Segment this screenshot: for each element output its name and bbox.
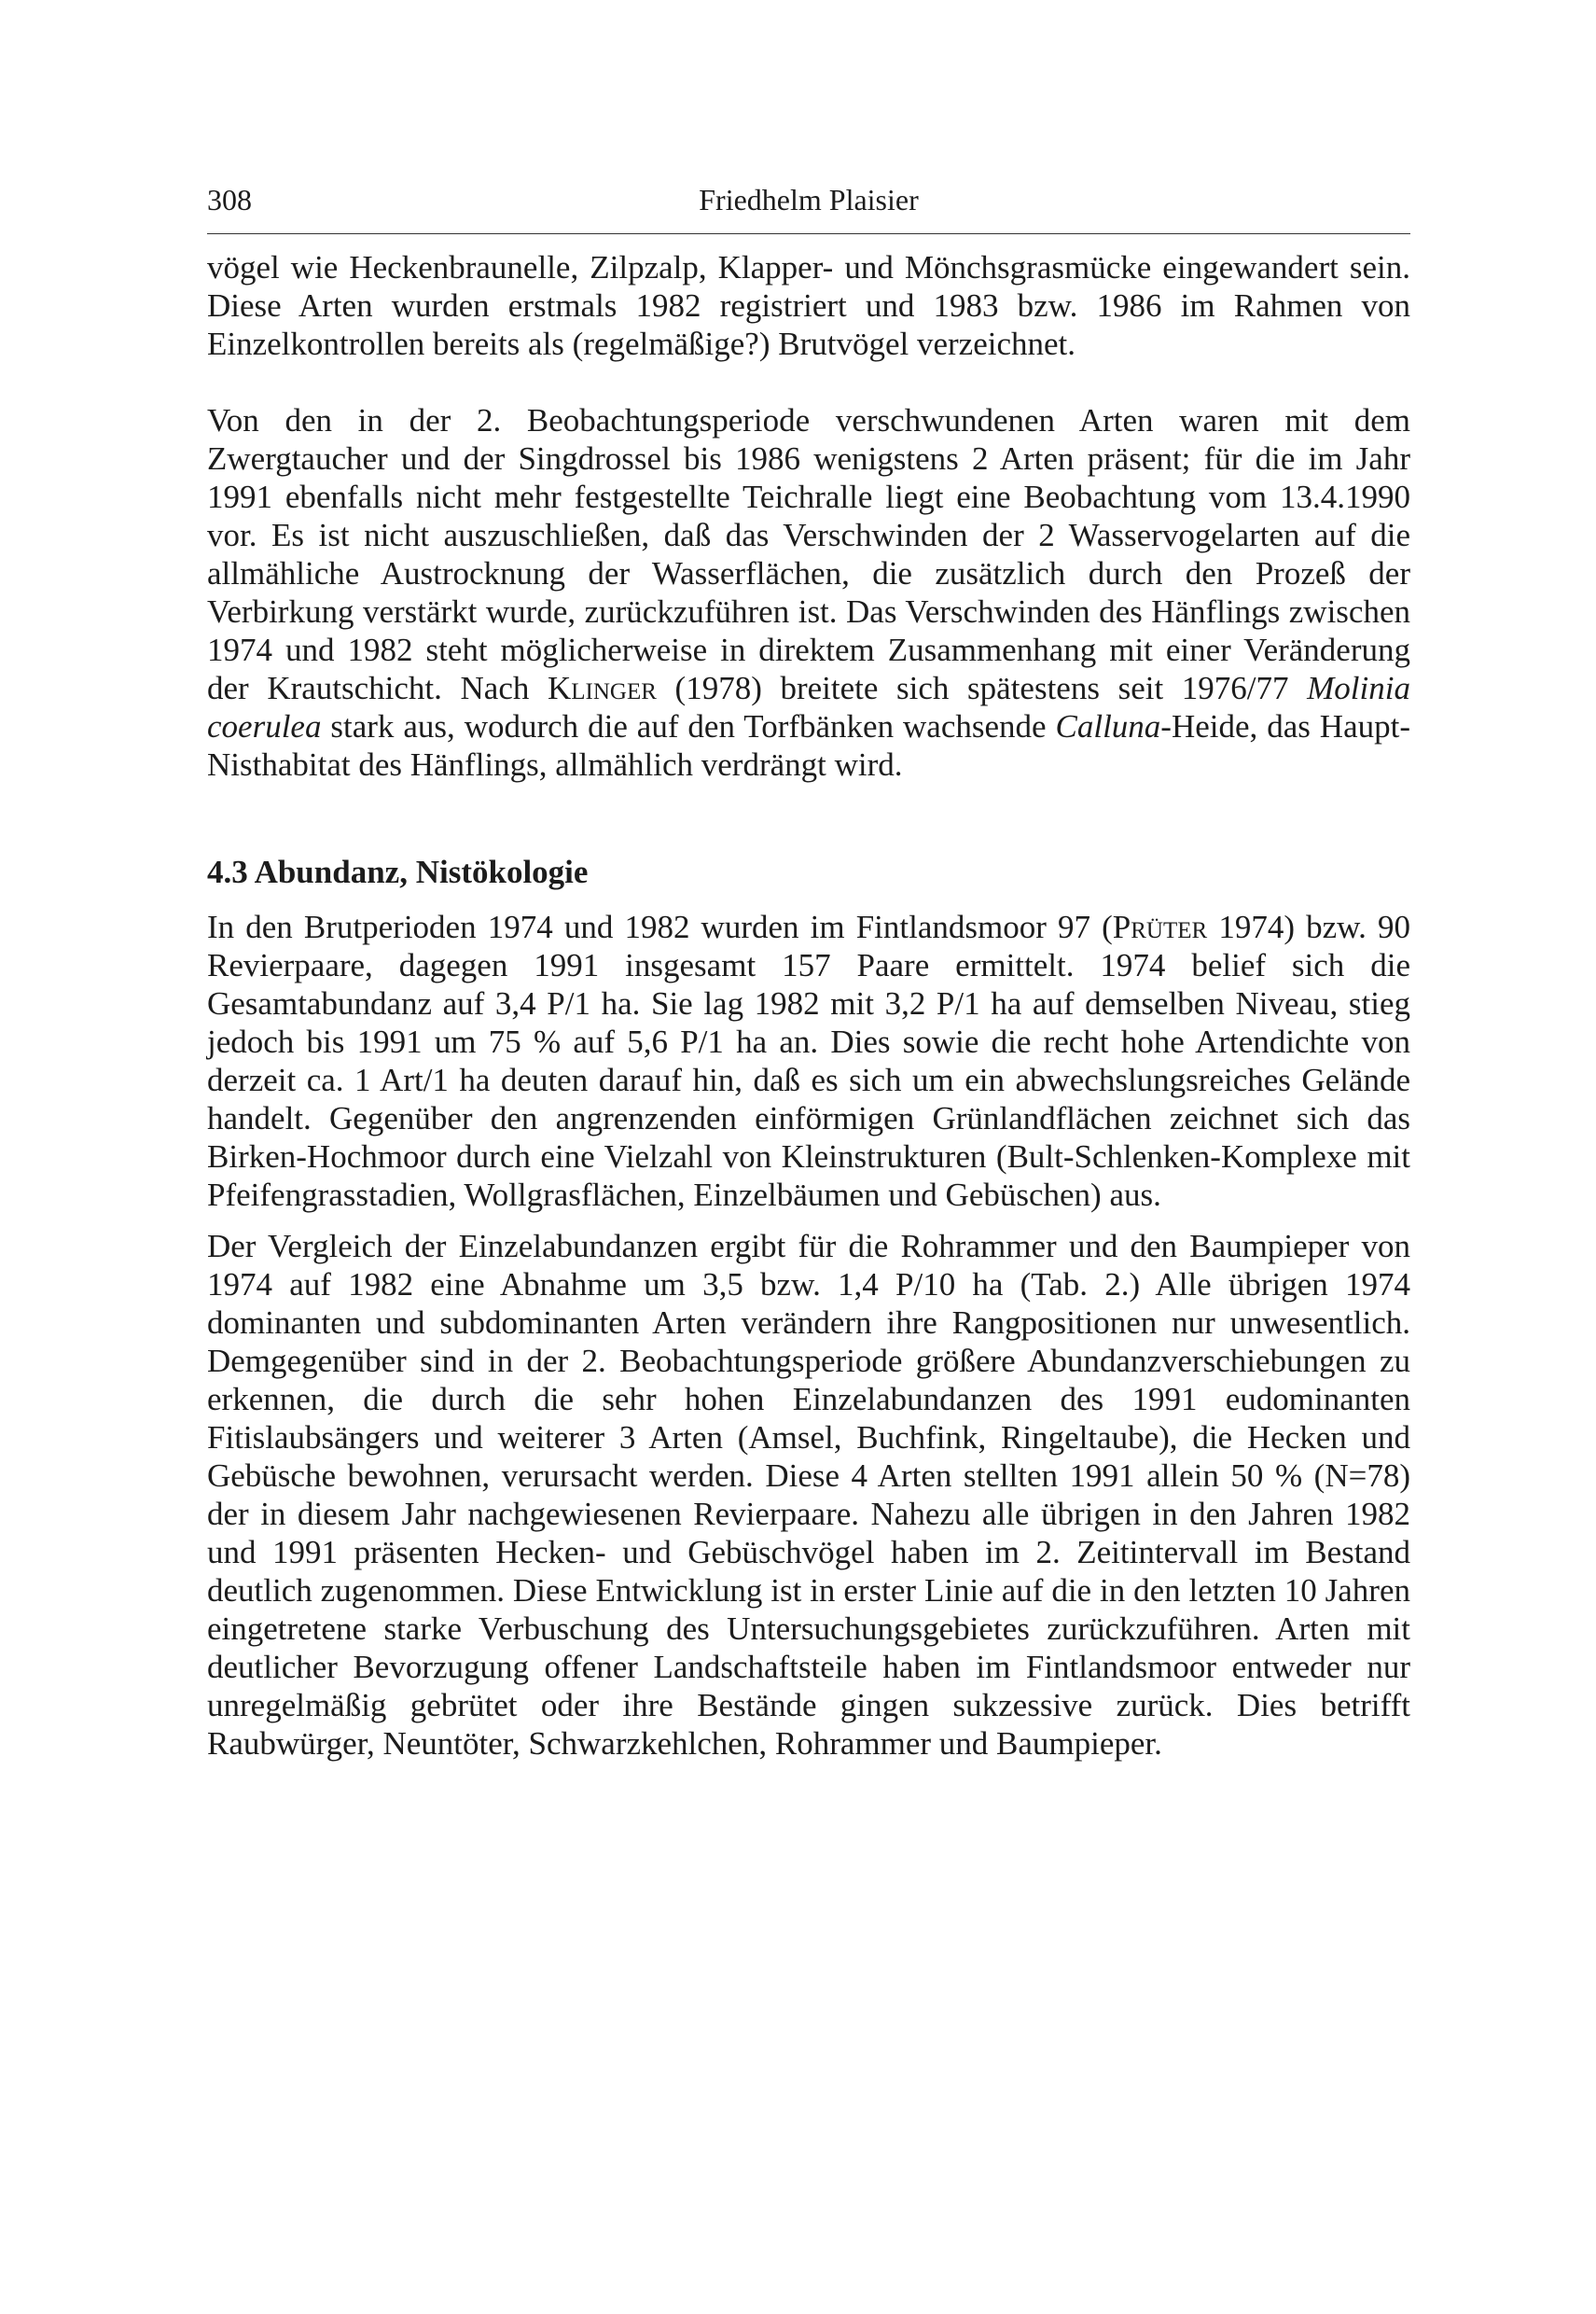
page-body [207,248,1410,1763]
paragraph-3-text: In den Brutperioden 1974 und 1982 wurden im Fintlandsmoor 97 ( [207,909,1113,945]
paragraph-2-text: -Heide, das Haupt-Nisthabitat des Hänflings, allmählich verdrängt wird. [207,708,1410,783]
paragraph-1: vögel wie Heckenbraunelle, Zilpzalp, Klapper- und Mönchsgrasmücke eingewandert sein. Diese Arten wurden erstmals 1982 registriert und 1983 bzw. 1986 im Rahmen von Einzelkontrollen bereits als (regelmäßige?) Brutvögel verzeichnet. [207,249,1410,362]
paragraph-3 [207,908,1410,1214]
section-heading: 4.3 Abundanz, Nistökologie [207,854,589,890]
paragraph-3-text: 1974) bzw. 90 Revierpaare, dagegen 1991 insgesamt 157 Paare ermittelt. 1974 belief sich die Gesamtabundanz auf 3,4 P/1 ha. Sie lag 1982 mit 3,2 P/1 ha auf demselben Niveau, stieg jedoch bis 1991 um 75 % auf 5,6 P/1 ha an. Dies sowie die recht hohe Artendichte von derzeit ca. 1 Art/1 ha deuten darauf hin, daß es sich um ein abwechslungsreiches Gelände handelt. Gegenüber den angrenzenden einförmigen Grünlandflächen zeichnet sich das Birken-Hochmoor durch eine Vielzahl von Kleinstrukturen (Bult-Schlenken-Komplexe mit Pfeifengrasstadien, Wollgrasflächen, Einzelbäumen und Gebüschen) aus. [207,909,1410,1213]
header-rule [207,233,1410,234]
paragraph-2-text: (1978) breitete sich spätestens seit 1976/77 [656,670,1308,706]
species-name: Molinia coerulea [207,670,1410,745]
page-number: 308 [207,183,252,216]
paragraph-2 [207,401,1410,784]
paragraph-4: Der Vergleich der Einzelabundanzen ergibt für die Rohrammer und den Baumpieper von 1974 auf 1982 eine Abnahme um 3,5 bzw. 1,4 P/10 ha (Tab. 2.) Alle übrigen 1974 dominanten und subdominanten Arten verändern ihre Rangpositionen nur unwesentlich. Demgegenüber sind in der 2. Beobachtungsperiode größere Abundanzverschiebungen zu erkennen, die durch die sehr hohen Einzelabundanzen des 1991 eudominanten Fitislaubsängers und weiterer 3 Arten (Amsel, Buchfink, Ringeltaube), die Hecken und Gebüsche bewohnen, verursacht werden. Diese 4 Arten stellten 1991 allein 50 % (N=78) der in diesem Jahr nachgewiesenen Revierpaare. Nahezu alle übrigen in den Jahren 1982 und 1991 präsenten Hecken- und Gebüschvögel haben im 2. Zeitintervall im Bestand deutlich zugenommen. Diese Entwicklung ist in erster Linie auf die in den letzten 10 Jahren eingetretene starke Verbuschung des Untersuchungsgebietes zurückzuführen. Arten mit deutlicher Bevorzugung offener Landschaftsteile haben im Fintlandsmoor entweder nur unregelmäßig gebrütet oder ihre Bestände gingen sukzessive zurück. Dies betrifft Raubwürger, Neuntöter, Schwarzkehlchen, Rohrammer und Baumpieper. [207,1228,1410,1762]
species-name: Calluna [1055,708,1161,745]
author-citation: Prüter [1112,909,1208,945]
running-title: Friedhelm Plaisier [699,183,919,216]
author-citation: Klinger [547,670,657,706]
page-header [207,179,1410,228]
paragraph-2-text: stark aus, wodurch die auf den Torfbänken wachsende [321,708,1056,745]
paragraph-2-text: Von den in der 2. Beobachtungsperiode verschwundenen Arten waren mit dem Zwergtaucher und der Singdrossel bis 1986 wenigstens 2 Arten präsent; für die im Jahr 1991 ebenfalls nicht mehr festgestellte Teichralle liegt eine Beobachtung vom 13.4.1990 vor. Es ist nicht auszuschließen, daß das Verschwinden der 2 Wasservogelarten auf die allmähliche Austrocknung der Wasserflächen, die zusätzlich durch den Prozeß der Verbirkung verstärkt wurde, zurückzuführen ist. Das Verschwinden des Hänflings zwischen 1974 und 1982 steht möglicherweise in direktem Zusammenhang mit einer Veränderung der Krautschicht. Nach [207,402,1410,706]
